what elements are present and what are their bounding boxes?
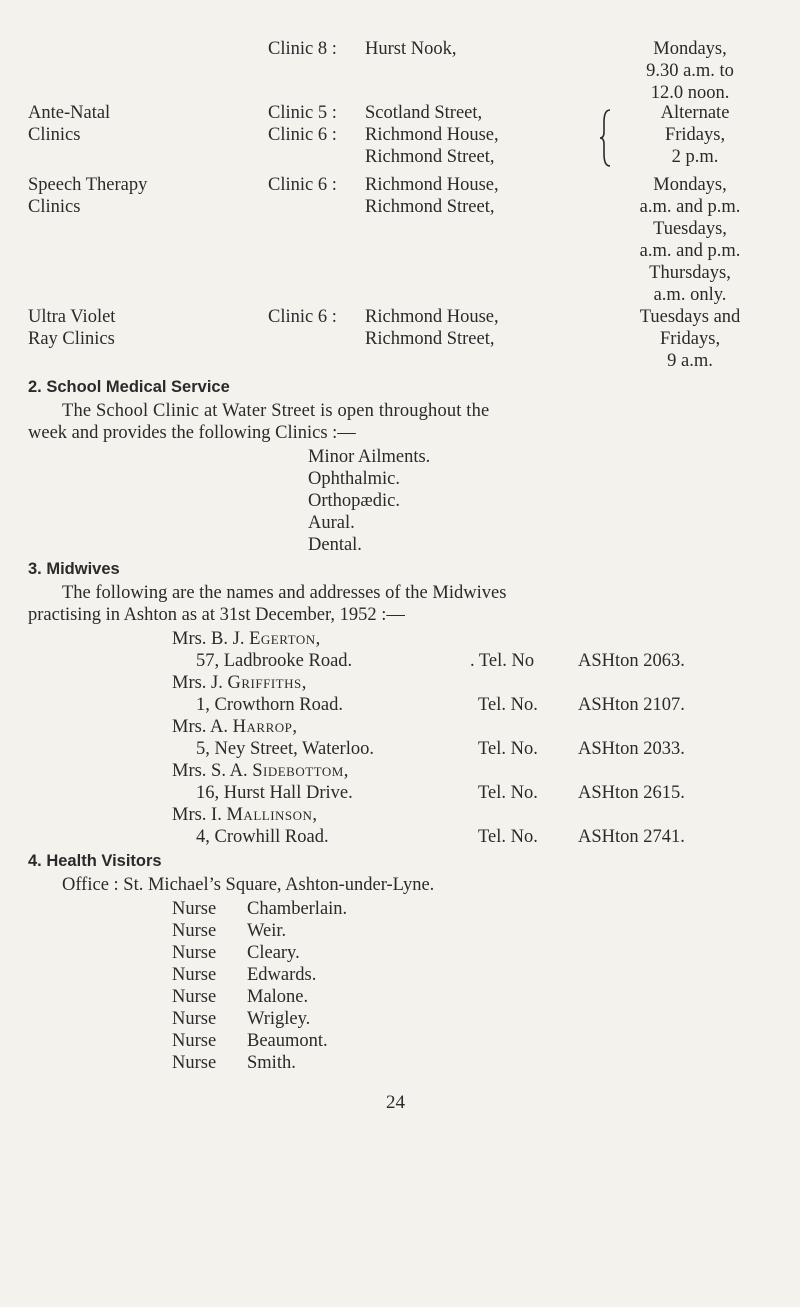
clinic-item: Minor Ailments. — [308, 447, 431, 467]
violet-time-2: Fridays, — [659, 329, 721, 349]
nurse-title: Nurse — [172, 1053, 217, 1073]
clinic8-place: Hurst Nook, — [365, 39, 457, 59]
nurse-item — [172, 1008, 310, 1030]
antenatal-title-1: Ante-Natal — [28, 103, 111, 123]
nurse-title: Nurse — [172, 943, 217, 963]
midwife-title: Mrs. S. A. — [172, 761, 248, 781]
midwife-address: 16, Hurst Hall Drive. — [196, 783, 353, 803]
speech-time-2: a.m. and p.m. — [639, 197, 741, 217]
clinic8-time-2: 9.30 a.m. to — [646, 61, 734, 81]
nurse-name: Smith. — [247, 1053, 296, 1073]
nurse-name: Beaumont. — [247, 1031, 328, 1051]
speech-place-2: Richmond Street, — [365, 197, 495, 217]
speech-time-3: Tuesdays, — [653, 219, 727, 239]
section2-para-1: The School Clinic at Water Street is open throughout the — [62, 401, 490, 421]
speech-time-4: a.m. and p.m. — [639, 241, 741, 261]
section2-heading: 2. School Medical Service — [28, 378, 230, 396]
nurse-name: Edwards. — [247, 965, 317, 985]
nurse-name: Malone. — [247, 987, 309, 1007]
midwife-tel-label: . Tel. No — [470, 651, 535, 671]
midwife-name — [172, 672, 307, 694]
speech-clinic-label: Clinic 6 : — [268, 175, 337, 195]
clinic-item: Ophthalmic. — [308, 469, 400, 489]
midwife-surname: Sidebottom, — [252, 761, 349, 781]
clinic-item: Orthopædic. — [308, 491, 400, 511]
section3-para-1: The following are the names and addresses of the Midwives — [62, 583, 507, 603]
section3-heading: 3. Midwives — [28, 560, 120, 578]
midwife-tel-label: Tel. No. — [478, 739, 538, 759]
midwife-tel-number: ASHton 2107. — [578, 695, 685, 715]
midwife-title: Mrs. A. — [172, 717, 229, 737]
clinic-item: Dental. — [308, 535, 362, 555]
midwife-tel-number: ASHton 2741. — [578, 827, 685, 847]
midwife-tel-number: ASHton 2615. — [578, 783, 685, 803]
nurse-name: Wrigley. — [247, 1009, 311, 1029]
midwife-address: 5, Ney Street, Waterloo. — [196, 739, 374, 759]
antenatal-clinic5-place: Scotland Street, — [365, 103, 483, 123]
nurse-name: Weir. — [247, 921, 287, 941]
nurse-title: Nurse — [172, 1009, 217, 1029]
speech-time-5: Thursdays, — [649, 263, 731, 283]
nurse-item — [172, 920, 286, 942]
midwife-title: Mrs. J. — [172, 673, 223, 693]
midwife-tel-label: Tel. No. — [478, 827, 538, 847]
speech-time-6: a.m. only. — [653, 285, 727, 305]
antenatal-title-2: Clinics — [28, 125, 81, 145]
violet-title-1: Ultra Violet — [28, 307, 116, 327]
antenatal-clinic6-place: Richmond House, — [365, 125, 499, 145]
midwife-name — [172, 760, 349, 782]
nurse-item — [172, 986, 308, 1008]
section4-heading: 4. Health Visitors — [28, 852, 162, 870]
midwife-address: 1, Crowthorn Road. — [196, 695, 343, 715]
midwife-title: Mrs. B. J. — [172, 629, 245, 649]
antenatal-clinic6-place2: Richmond Street, — [365, 147, 495, 167]
midwife-surname: Griffiths, — [227, 673, 307, 693]
violet-title-2: Ray Clinics — [28, 329, 115, 349]
clinic8-time-3: 12.0 noon. — [650, 83, 730, 103]
nurse-title: Nurse — [172, 921, 217, 941]
speech-title-1: Speech Therapy — [28, 175, 148, 195]
nurse-title: Nurse — [172, 987, 217, 1007]
antenatal-time-3: 2 p.m. — [671, 147, 719, 167]
violet-clinic-label: Clinic 6 : — [268, 307, 337, 327]
nurse-item — [172, 1030, 328, 1052]
speech-place-1: Richmond House, — [365, 175, 499, 195]
midwife-name — [172, 716, 298, 738]
midwife-name — [172, 628, 321, 650]
violet-time-3: 9 a.m. — [667, 351, 713, 371]
section3-para-2: practising in Ashton as at 31st December, 1952 :— — [28, 605, 405, 625]
midwife-surname: Mallinson, — [226, 805, 318, 825]
violet-place-1: Richmond House, — [365, 307, 499, 327]
nurse-title: Nurse — [172, 899, 217, 919]
nurse-item — [172, 898, 347, 920]
office-address: Office : St. Michael’s Square, Ashton-under-Lyne. — [62, 875, 435, 895]
midwife-tel-number: ASHton 2033. — [578, 739, 685, 759]
violet-time-1: Tuesdays and — [639, 307, 741, 327]
antenatal-time-2: Fridays, — [664, 125, 726, 145]
midwife-tel-label: Tel. No. — [478, 695, 538, 715]
nurse-item — [172, 942, 300, 964]
midwife-surname: Egerton, — [249, 629, 321, 649]
speech-title-2: Clinics — [28, 197, 81, 217]
antenatal-clinic6-label: Clinic 6 : — [268, 125, 337, 145]
clinic-item: Aural. — [308, 513, 355, 533]
antenatal-time-1: Alternate — [660, 103, 730, 123]
midwife-name — [172, 804, 318, 826]
clinic8-time-1: Mondays, — [653, 39, 727, 59]
midwife-address: 4, Crowhill Road. — [196, 827, 329, 847]
nurse-title: Nurse — [172, 1031, 217, 1051]
nurse-name: Chamberlain. — [247, 899, 348, 919]
midwife-title: Mrs. I. — [172, 805, 222, 825]
nurse-title: Nurse — [172, 965, 217, 985]
midwife-surname: Harrop, — [232, 717, 298, 737]
midwife-tel-number: ASHton 2063. — [578, 651, 685, 671]
speech-time-1: Mondays, — [653, 175, 727, 195]
nurse-item — [172, 964, 316, 986]
nurse-name: Cleary. — [247, 943, 300, 963]
antenatal-clinic5-label: Clinic 5 : — [268, 103, 337, 123]
clinic8-label: Clinic 8 : — [268, 39, 337, 59]
midwife-address: 57, Ladbrooke Road. — [196, 651, 353, 671]
midwife-tel-label: Tel. No. — [478, 783, 538, 803]
nurse-item — [172, 1052, 296, 1074]
page-number: 24 — [386, 1092, 405, 1113]
section2-para-2: week and provides the following Clinics :— — [28, 423, 356, 443]
violet-place-2: Richmond Street, — [365, 329, 495, 349]
